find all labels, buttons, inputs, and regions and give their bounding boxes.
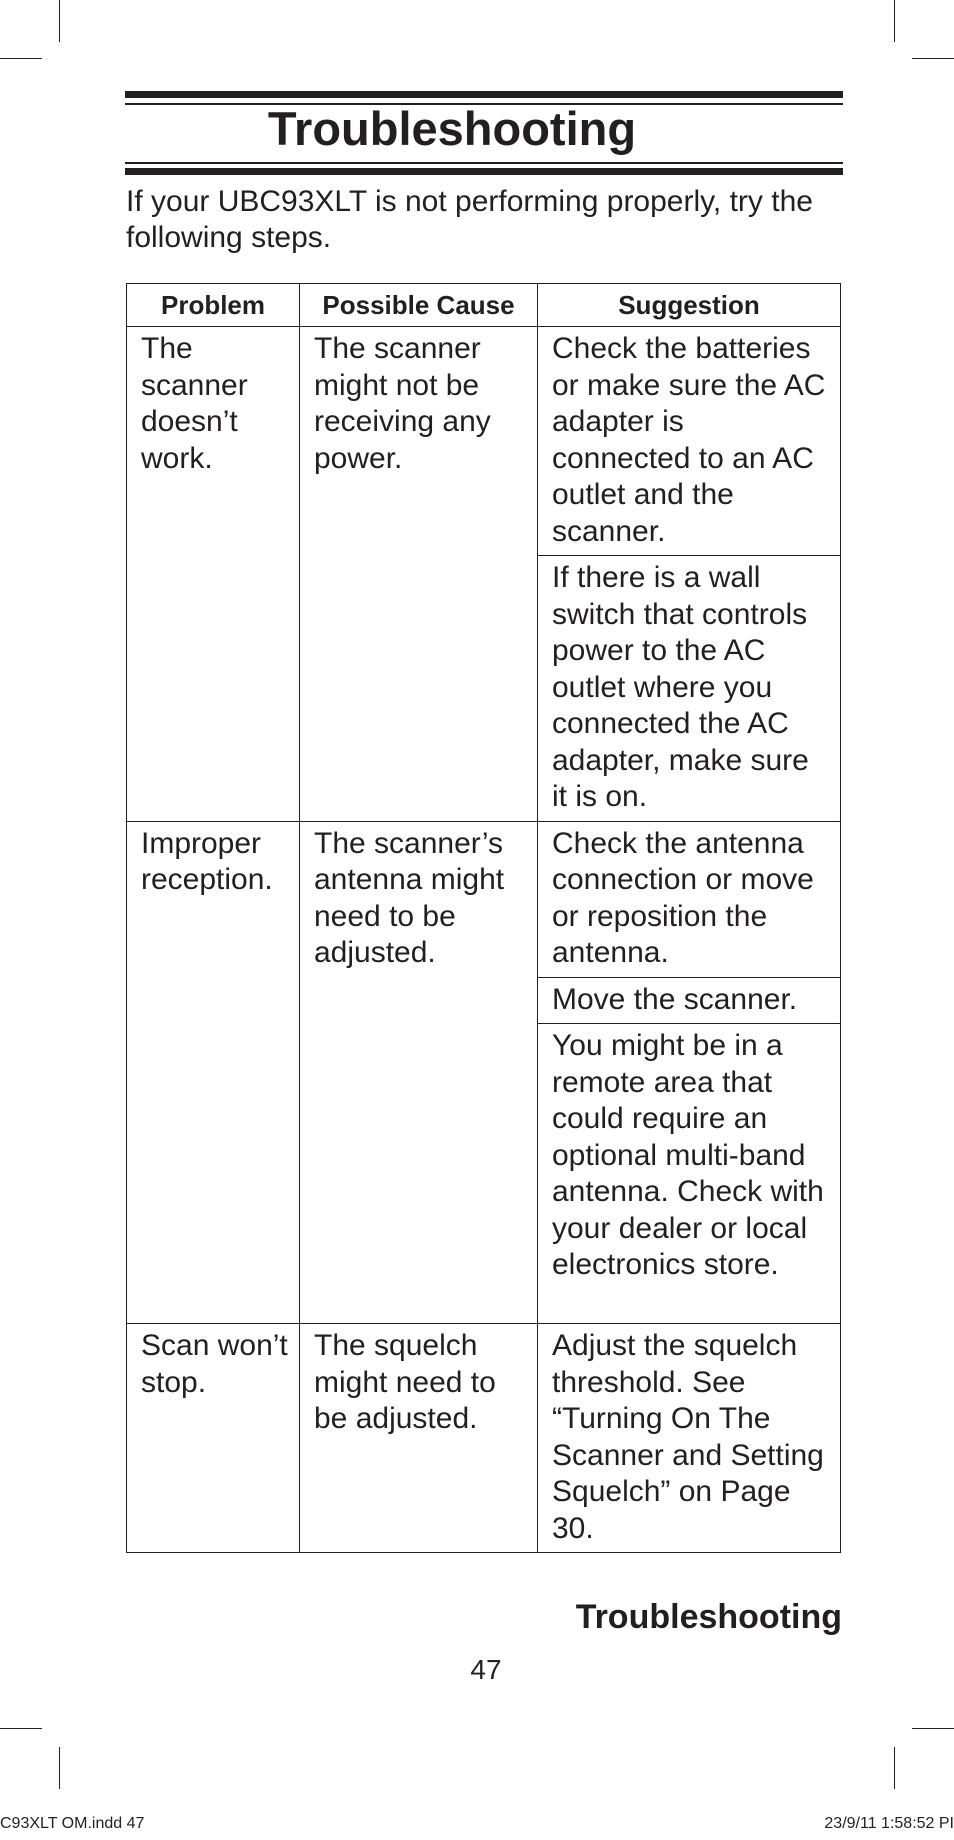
table-header-row <box>127 284 841 327</box>
crop-mark <box>0 58 42 59</box>
crop-mark <box>912 1728 954 1729</box>
title-rule-top-thick <box>125 91 843 98</box>
page-title: Troubleshooting <box>267 102 637 155</box>
suggestion-cell: Move the scanner. <box>538 977 841 1024</box>
crop-mark <box>0 1728 42 1729</box>
crop-mark <box>894 1747 895 1789</box>
suggestion-cell: Check the batteries or make sure the AC adapter is connected to an AC outlet and the scanner. <box>538 327 841 556</box>
cause-cell: The scanner’s antenna might need to be adjusted. <box>300 821 538 1324</box>
title-rule-bottom-thin <box>125 162 843 164</box>
cause-cell: The squelch might need to be adjusted. <box>300 1324 538 1553</box>
suggestion-cell: You might be in a remote area that could require an optional multi-band antenna. Check with your dealer or local electronics store. <box>538 1024 841 1324</box>
page-number: 47 <box>470 1654 502 1685</box>
print-slug-filename: C93XLT OM.indd 47 <box>0 1815 145 1832</box>
crop-mark <box>59 1747 60 1789</box>
cause-cell: The scanner might not be receiving any power. <box>300 327 538 822</box>
troubleshooting-table <box>126 283 841 1553</box>
crop-mark <box>59 0 60 42</box>
running-footer-title: Troubleshooting <box>575 1598 842 1636</box>
suggestion-cell: Check the antenna connection or move or reposition the antenna. <box>538 821 841 977</box>
crop-mark <box>912 58 954 59</box>
title-rule-bottom-thick <box>125 168 843 175</box>
table-row <box>127 821 841 977</box>
crop-mark <box>894 0 895 42</box>
problem-cell: The scanner doesn’t work. <box>127 327 300 822</box>
table-row <box>127 327 841 556</box>
print-slug-timestamp: 23/9/11 1:58:52 PI <box>824 1815 954 1832</box>
intro-paragraph: If your UBC93XLT is not performing properly, try the following steps. <box>126 185 813 254</box>
header-problem: Problem <box>127 284 300 327</box>
table-row <box>127 1324 841 1553</box>
suggestion-cell: If there is a wall switch that controls power to the AC outlet where you connected the AC adapter, make sure it is on. <box>538 556 841 822</box>
header-suggestion: Suggestion <box>538 284 841 327</box>
suggestion-cell: Adjust the squelch threshold. See “Turning On The Scanner and Setting Squelch” on Page 30. <box>538 1324 841 1553</box>
problem-cell: Scan won’t stop. <box>127 1324 300 1553</box>
problem-cell: Improper reception. <box>127 821 300 1324</box>
header-possible-cause: Possible Cause <box>300 284 538 327</box>
